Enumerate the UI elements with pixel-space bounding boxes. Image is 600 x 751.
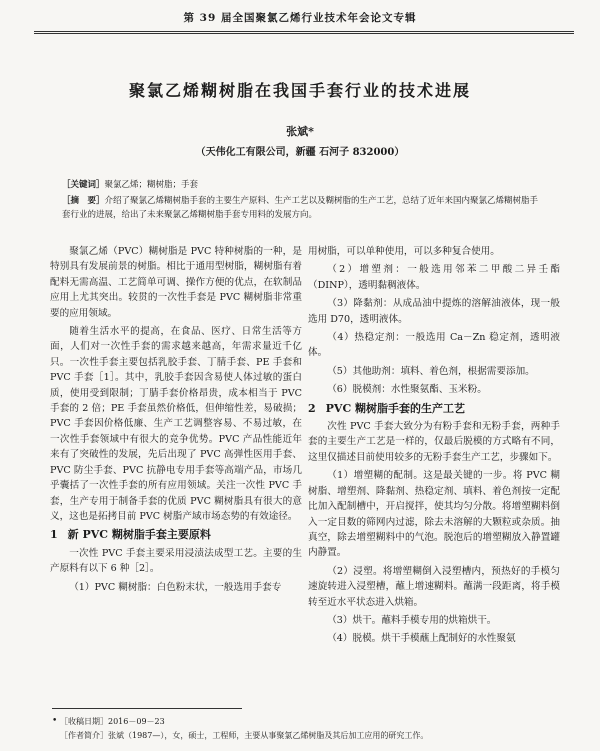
left-column: [50, 244, 302, 598]
material-item-1: （1）PVC 糊树脂：白色粉末状，一般选用手套专: [69, 581, 282, 593]
section-2-number: 2: [308, 401, 316, 415]
author-affiliation: （天伟化工有限公司，新疆 石河子 832000）: [195, 147, 405, 158]
material-item-2: （2）增塑剂：一般选用邻苯二甲酸二异壬酯（DINP），透明黏稠液体。: [308, 264, 560, 291]
footnote-author-bio: ［作者简介］张斌（1987—），女，硕士，工程师，主要从事聚氯乙烯树脂及其后加工应用的研究工作。: [60, 731, 429, 740]
process-step-2: （2）浸塑。将增塑糊倒入浸塑槽内，预热好的手模匀速旋转进入浸塑槽，蘸上增速糊料。蘸满一段距离，将手模转至近水平状态进入烘箱。: [308, 565, 560, 608]
intro-paragraph-2: 随着生活水平的提高，在食品、医疗、日常生活等方面，人们对一次性手套的需求越来越高，年需求量近千亿只。一次性手套主要包括乳胶手套、丁腈手套、PE 手套和 PVC 手套［1］。其中，乳胶手套因含易使人体过敏的蛋白质，使用受到限制；丁腈手套价格昂贵，成本相当于 PVC 手套的 2 倍；PE 手套虽然价格低，但伸缩性差，易破损；PVC 手套因价格低廉、生产工艺调整容易、不易过敏，在一次性手套领域中有很大的竞争优势。PVC 产品性能近年来有了突破性的发展，先后出现了 PVC 高弹性医用手套、PVC 防尘手套、PVC 抗静电专用手套等高端产品，市场几乎囊括了一次性手套的所有应用领域。关注一次性 PVC 手套，生产专用于制备手套的优质 PVC 糊树脂具有很大的意义，这也是拓拷目前 PVC 树脂产域市场态势的有效途径。: [50, 326, 302, 522]
material-item-3: （3）降黏剂：从成品油中提炼的溶解油液体，现一般选用 D70，透明液体。: [308, 298, 560, 325]
right-column: [308, 244, 560, 650]
material-item-4: （4）热稳定剂：一般选用 Ca－Zn 稳定剂，透明液体。: [308, 332, 560, 359]
header-rule-secondary: [34, 33, 574, 34]
author-name: 张斌*: [286, 125, 314, 138]
material-item-6: （6）脱模剂：水性聚氨酯、玉米粉。: [327, 384, 487, 396]
section-1-title: 新 PVC 糊树脂手套主要原料: [67, 528, 211, 542]
section-2-paragraph: 次性 PVC 手套大致分为有粉手套和无粉手套，两种手套的主要生产工艺是一样的，仅最后脱模的方式略有不同，这里仅描述目前使用较多的无粉手套生产工艺，步骤如下。: [308, 421, 560, 463]
material-item-1-continued: 用树脂，可以单种使用，可以多种复合使用。: [308, 246, 500, 257]
process-step-4: （4）脱模。烘干手模蘸上配制好的水性聚氨: [327, 633, 516, 645]
intro-paragraph-1: 聚氯乙烯（PVC）糊树脂是 PVC 特种树脂的一种，是特别具有发展前景的树脂。相比于通用型树脂，糊树脂有着配料无需高温、工艺简单可调、操作方便的优点，在软制品应用上尤其突出。较贯的一次性手套是 PVC 糊树脂非常重要的应用领域。: [50, 246, 302, 319]
abstract-text: 介绍了聚氯乙烯糊树脂手套的主要生产原料、生产工艺以及糊树脂的生产工艺，总结了近年来国内聚氯乙烯糊树脂手套行业的进展，给出了未来聚氯乙烯糊树脂手套专用料的发展方向。: [62, 196, 539, 220]
paper-title: 聚氯乙烯糊树脂在我国手套行业的技术进展: [128, 81, 471, 100]
header-rule: [34, 31, 574, 32]
footnote-rule: [52, 708, 242, 709]
material-item-5: （5）其他助剂：填料、着色剂，根据需要添加。: [327, 365, 535, 377]
footnote-bullet: •: [52, 716, 58, 726]
keywords-text: 聚氯乙烯；糊树脂；手套: [104, 180, 199, 190]
process-step-3: （3）烘干。蘸料手模专用的烘箱烘干。: [327, 614, 497, 626]
keywords-label: ［关键词］: [62, 180, 105, 190]
abstract: [62, 194, 540, 222]
section-1-heading: [50, 527, 302, 542]
process-step-1: （1）增塑糊的配制。这是最关键的一步。将 PVC 糊树脂、增塑剂、降黏剂、热稳定剂、填料、着色剂按一定配比加入配制槽中，开启搅拌，使其均匀分散。将增塑糊料倒入一定目数的筛网内过滤，除去未溶解的大颗粒或杂质。抽真空，除去增塑糊料中的气泡。脱泡后的增塑糊放入静置罐内静置。: [308, 470, 560, 559]
section-2-title: PVC 糊树脂手套的生产工艺: [325, 401, 466, 415]
section-1-paragraph: 一次性 PVC 手套主要采用浸渍法成型工艺。主要的生产原料有以下 6 种［2］。: [50, 547, 302, 575]
abstract-label: ［摘 要］: [62, 196, 105, 206]
section-1-number: 1: [50, 528, 58, 542]
footnote-received-date: ［收稿日期］2016－09－23: [60, 717, 165, 726]
section-2-heading: [308, 401, 560, 416]
keywords: [62, 178, 198, 190]
running-head: 第 39 届全国聚氯乙烯行业技术年会论文专辑: [183, 12, 417, 24]
